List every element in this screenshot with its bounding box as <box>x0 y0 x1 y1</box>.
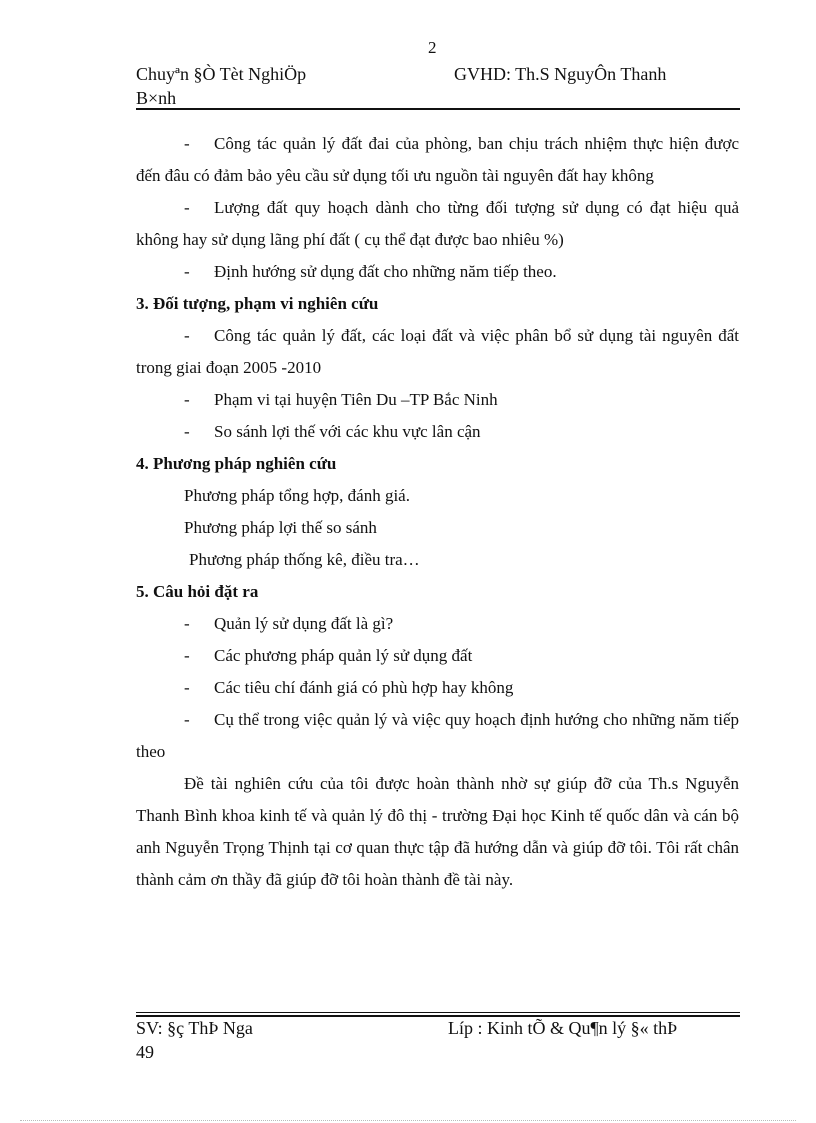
header-right: GVHD: Th.S NguyÔn Thanh <box>454 64 667 84</box>
bullet-item <box>136 256 739 288</box>
header-rule <box>136 108 740 110</box>
bullet-text: Quản lý sử dụng đất là gì? <box>214 614 394 633</box>
bullet-text: So sánh lợi thế với các khu vực lân cận <box>214 422 481 441</box>
question-item <box>136 672 739 704</box>
bullet-text: Cụ thể trong việc quản lý và việc quy hoạch định hướng cho những năm tiếp theo <box>136 710 739 761</box>
bullet-dash: - <box>184 646 190 665</box>
question-item <box>136 608 739 640</box>
method-item: Phương pháp thống kê, điều tra… <box>189 550 420 569</box>
bullet-dash: - <box>184 262 190 281</box>
footer-right: Líp : Kinh tÕ & Qu¶n lý §« thÞ <box>448 1018 678 1038</box>
footer-left-continued: 49 <box>136 1042 154 1062</box>
bullet-dash: - <box>184 678 190 697</box>
question-item <box>136 640 739 672</box>
section-heading-5: 5. Câu hỏi đặt ra <box>136 582 259 601</box>
page-content <box>136 128 739 896</box>
page-bottom-edge <box>20 1120 796 1121</box>
footer-rule-thin <box>136 1012 740 1013</box>
bullet-item <box>136 416 739 448</box>
page-number: 2 <box>428 38 437 57</box>
header-left-continued: B×nh <box>136 88 177 108</box>
bullet-dash: - <box>184 198 190 217</box>
section-heading-3: 3. Đối tượng, phạm vi nghiên cứu <box>136 294 379 313</box>
method-item: Phương pháp lợi thế so sánh <box>184 518 377 537</box>
method-item: Phương pháp tổng hợp, đánh giá. <box>184 486 410 505</box>
bullet-item <box>136 320 739 384</box>
bullet-text: Lượng đất quy hoạch dành cho từng đối tượng sử dụng có đạt hiệu quả không hay sử dụng lãng phí đất ( cụ thể đạt được bao nhiêu %) <box>136 198 739 249</box>
section-heading-4: 4. Phương pháp nghiên cứu <box>136 454 337 473</box>
footer-left: SV: §ç ThÞ Nga <box>136 1018 253 1038</box>
bullet-dash: - <box>184 134 190 153</box>
question-item <box>136 704 739 768</box>
bullet-item <box>136 384 739 416</box>
header-left: Chuyªn §Ò Tèt NghiÖp <box>136 64 307 84</box>
bullet-item <box>136 192 739 256</box>
closing-paragraph: Đề tài nghiên cứu của tôi được hoàn thành nhờ sự giúp đỡ của Th.s Nguyễn Thanh Bình khoa kinh tế và quản lý đô thị - trường Đại học Kinh tế quốc dân và cán bộ anh Nguyễn Trọng Thịnh tại cơ quan thực tập đã hướng dẫn và giúp đỡ tôi. Tôi rất chân thành cảm ơn thầy đã giúp đỡ tôi hoàn thành đề tài này. <box>136 774 739 889</box>
bullet-dash: - <box>184 422 190 441</box>
bullet-text: Phạm vi tại huyện Tiên Du –TP Bắc Ninh <box>214 390 498 409</box>
bullet-text: Công tác quản lý đất đai của phòng, ban chịu trách nhiệm thực hiện được đến đâu có đảm bảo yêu cầu sử dụng tối ưu nguồn tài nguyên đất hay không <box>136 134 739 185</box>
bullet-text: Định hướng sử dụng đất cho những năm tiếp theo. <box>214 262 557 281</box>
bullet-dash: - <box>184 614 190 633</box>
bullet-text: Công tác quản lý đất, các loại đất và việc phân bổ sử dụng tài nguyên đất trong giai đoạn 2005 -2010 <box>136 326 739 377</box>
bullet-item <box>136 128 739 192</box>
bullet-dash: - <box>184 390 190 409</box>
bullet-dash: - <box>184 710 190 729</box>
bullet-text: Các tiêu chí đánh giá có phù hợp hay không <box>214 678 514 697</box>
bullet-text: Các phương pháp quản lý sử dụng đất <box>214 646 473 665</box>
bullet-dash: - <box>184 326 190 345</box>
